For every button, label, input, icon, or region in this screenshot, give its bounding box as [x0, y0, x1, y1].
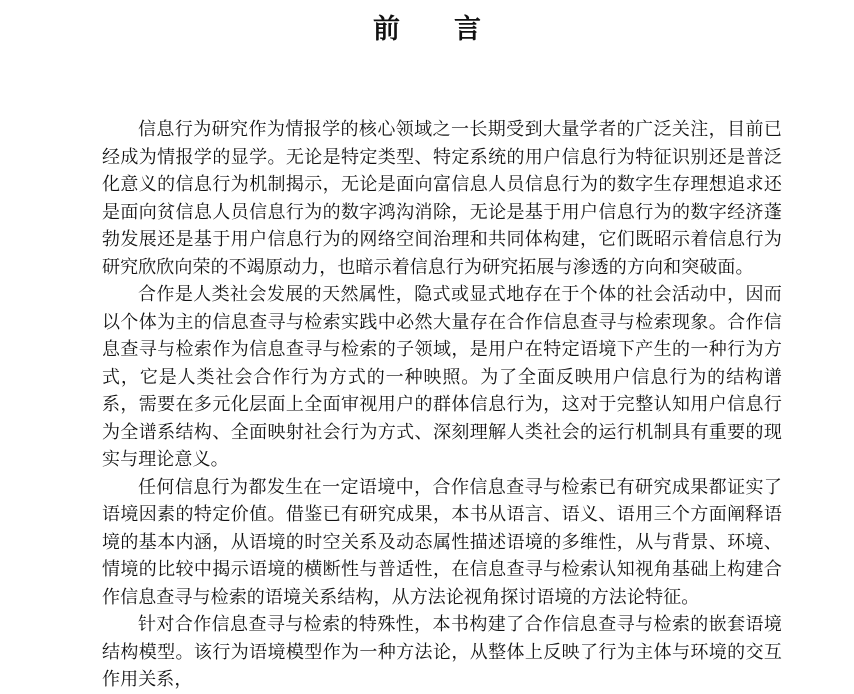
paragraph-1: 信息行为研究作为情报学的核心领域之一长期受到大量学者的广泛关注，目前已经成为情报学的显学。无论是特定类型、特定系统的用户信息行为特征识别还是普泛化意义的信息行为机制揭示，无论是面向富信息人员信息行为的数字生存理想追求还是面向贫信息人员信息行为的数字鸿沟消除，无论是基于用户信息行为的数字经济蓬勃发展还是基于用户信息行为的网络空间治理和共同体构建，它们既昭示着信息行为研究欣欣向荣的不竭原动力，也暗示着信息行为研究拓展与渗透的方向和突破面。	[102, 119, 782, 278]
paragraph-3: 任何信息行为都发生在一定语境中，合作信息查寻与检索已有研究成果都证实了语境因素的特定价值。借鉴已有研究成果，本书从语言、语义、语用三个方面阐释语境的基本内涵，从语境的时空关系及动态属性描述语境的多维性，从与背景、环境、情境的比较中揭示语境的横断性与普适性，在信息查寻与检索认知视角基础上构建合作信息查寻与检索的语境关系结构，从方法论视角探讨语境的方法论特征。	[102, 476, 782, 608]
paragraph-2: 合作是人类社会发展的天然属性，隐式或显式地存在于个体的社会活动中，因而以个体为主的信息查寻与检索实践中必然大量存在合作信息查寻与检索现象。合作信息查寻与检索作为信息查寻与检索的子领域，是用户在特定语境下产生的一种行为方式，它是人类社会合作行为方式的一种映照。为了全面反映用户信息行为的结构谱系，需要在多元化层面上全面审视用户的群体信息行为，这对于完整认知用户信息行为全谱系结构、全面映射社会行为方式、深刻理解人类社会的运行机制具有重要的现实与理论意义。	[102, 284, 782, 470]
paragraph-4: 针对合作信息查寻与检索的特殊性，本书构建了合作信息查寻与检索的嵌套语境结构模型。该行为语境模型作为一种方法论，从整体上反映了行为主体与环境的交互作用关系，	[102, 614, 782, 690]
body-text	[102, 116, 782, 694]
page-title: 前 言	[373, 14, 481, 45]
